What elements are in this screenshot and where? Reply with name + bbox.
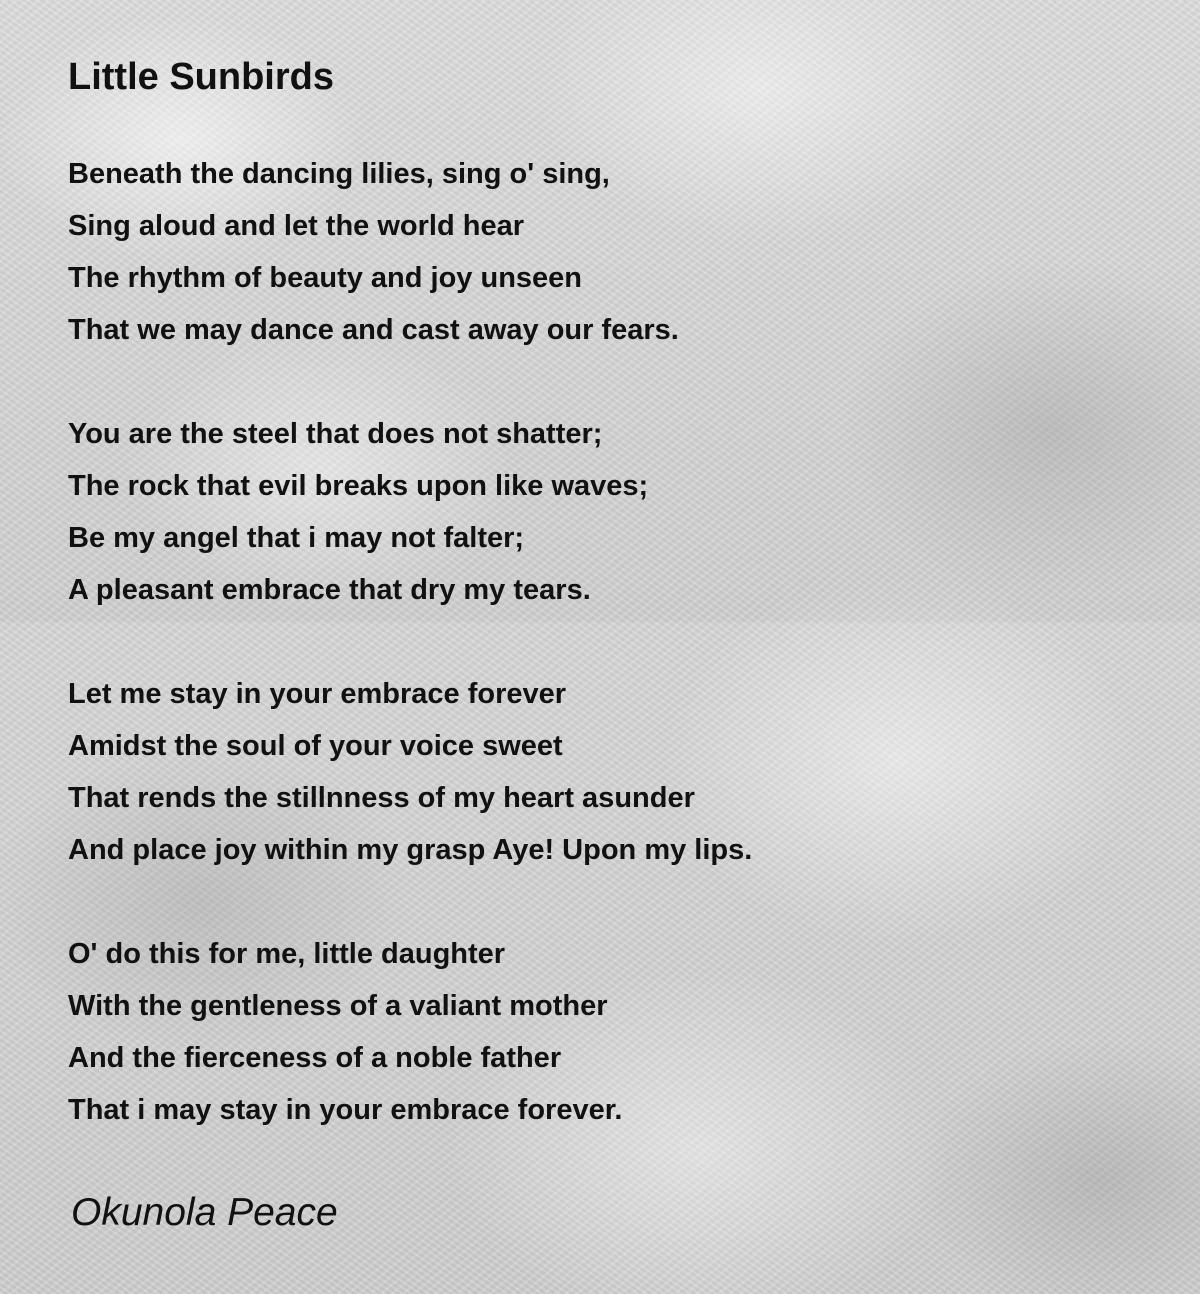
poem-line: A pleasant embrace that dry my tears. bbox=[68, 574, 591, 606]
poem-title: Little Sunbirds bbox=[68, 56, 334, 98]
poem-line: That i may stay in your embrace forever. bbox=[68, 1094, 623, 1126]
stanza-2 bbox=[68, 408, 1148, 616]
poem-line: And place joy within my grasp Aye! Upon my lips. bbox=[68, 834, 753, 866]
poem-line: With the gentleness of a valiant mother bbox=[68, 990, 608, 1022]
poem-author: Okunola Peace bbox=[71, 1191, 338, 1234]
stanza-4 bbox=[68, 928, 1148, 1136]
poem-line: O' do this for me, little daughter bbox=[68, 938, 506, 970]
poem-card bbox=[68, 52, 1148, 1238]
poem-line: Let me stay in your embrace forever bbox=[68, 678, 567, 710]
poem-line: Beneath the dancing lilies, sing o' sing, bbox=[68, 158, 610, 190]
poem-line: You are the steel that does not shatter; bbox=[68, 418, 603, 450]
poem-line: And the fierceness of a noble father bbox=[68, 1042, 562, 1074]
stanza-3 bbox=[68, 668, 1148, 876]
poem-body bbox=[68, 148, 1148, 1136]
stanza-1 bbox=[68, 148, 1148, 356]
poem-line: That rends the stillnness of my heart asunder bbox=[68, 782, 695, 814]
poem-line: Amidst the soul of your voice sweet bbox=[68, 730, 563, 762]
poem-line: The rock that evil breaks upon like waves; bbox=[68, 470, 649, 502]
poem-line: Sing aloud and let the world hear bbox=[68, 210, 524, 242]
poem-line: That we may dance and cast away our fears. bbox=[68, 314, 679, 346]
poem-line: The rhythm of beauty and joy unseen bbox=[68, 262, 583, 294]
poem-line: Be my angel that i may not falter; bbox=[68, 522, 525, 554]
